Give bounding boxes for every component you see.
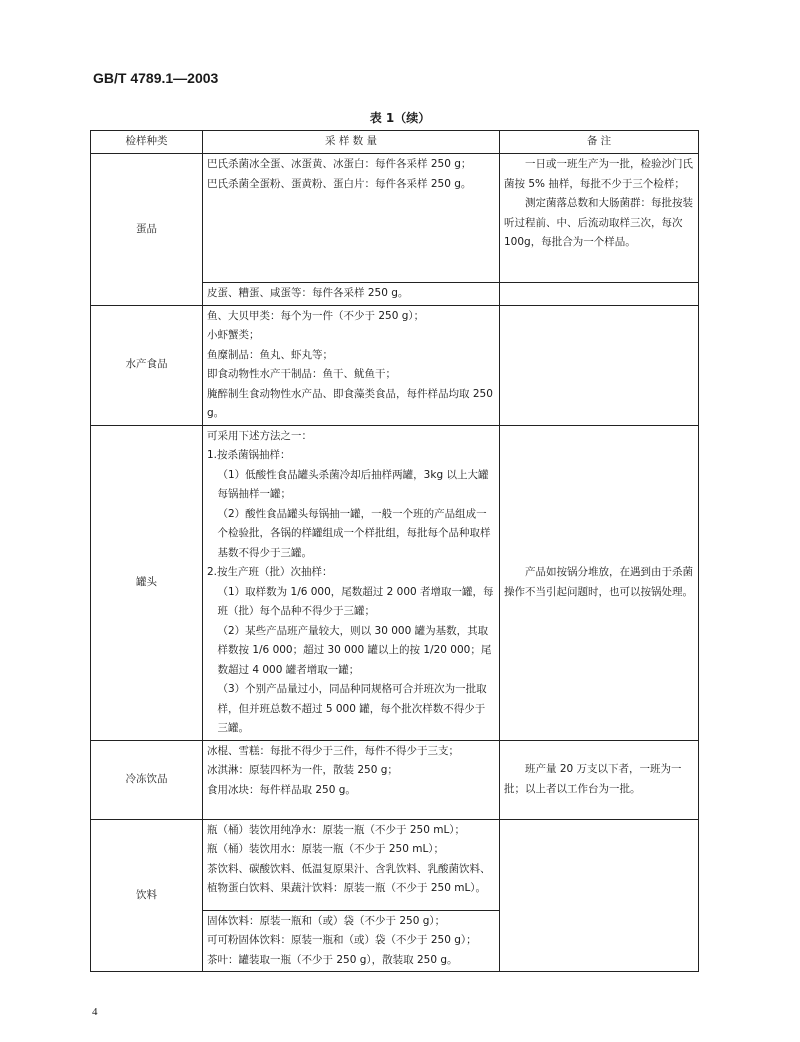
quantity-line: 茶饮料、碳酸饮料、低温复原果汁、含乳饮料、乳酸菌饮料、植物蛋白饮料、果蔬汁饮料：原装一瓶（不少于 250 mL）。 (207, 862, 491, 894)
table-row (91, 819, 699, 910)
table-row (91, 740, 699, 819)
column-header: 采 样 数 量 (203, 131, 500, 154)
table-header-row (91, 131, 699, 154)
quantity-line: 腌醉制生食动物性水产品、即食藻类食品，每件样品均取 250 g。 (207, 387, 493, 419)
category-cell: 饮料 (91, 819, 203, 972)
quantity-line: 茶叶：罐装取一瓶（不少于 250 g），散装取 250 g。 (207, 953, 458, 966)
quantity-line: 鱼糜制品：鱼丸、虾丸等； (207, 348, 333, 361)
note-cell (500, 740, 699, 819)
quantity-line: 巴氏杀菌冰全蛋、冰蛋黄、冰蛋白：每件各采样 250 g； (207, 158, 472, 170)
quantity-line: （2）某些产品班产量较大，则以 30 000 罐为基数，其取样数按 1/6 000；超过 30 000 罐以上的按 1/20 000；尾数超过 4 000 罐者增取一罐； (217, 624, 492, 676)
table-row (91, 305, 699, 425)
quantity-cell (203, 283, 500, 306)
quantity-line: 可采用下述方法之一： (207, 429, 312, 442)
quantity-line: 巴氏杀菌全蛋粉、蛋黄粉、蛋白片：每件各采样 250 g。 (207, 177, 472, 190)
note-paragraph: 测定菌落总数和大肠菌群：每批按装听过程前、中、后流动取样三次，每次 100g，每批合为一个样品。 (504, 197, 693, 248)
note-paragraph: 产品如按锅分堆放，在遇到由于杀菌操作不当引起问题时，也可以按锅处理。 (504, 566, 693, 598)
quantity-line: 2.按生产班（批）次抽样： (207, 566, 333, 578)
category-cell: 罐头 (91, 425, 203, 740)
note-cell (500, 425, 699, 740)
quantity-cell (203, 154, 500, 283)
note-cell (500, 283, 699, 306)
note-cell (500, 305, 699, 425)
quantity-line: （1）低酸性食品罐头杀菌冷却后抽样两罐，3kg 以上大罐每锅抽样一罐； (217, 468, 489, 500)
page-number: 4 (92, 1006, 98, 1018)
note-cell (500, 154, 699, 283)
quantity-line: 即食动物性水产干制品：鱼干、鱿鱼干； (207, 368, 396, 380)
quantity-line: 皮蛋、糟蛋、咸蛋等：每件各采样 250 g。 (207, 287, 409, 299)
table-row (91, 425, 699, 740)
category-cell: 冷冻饮品 (91, 740, 203, 819)
note-paragraph: 一日或一班生产为一批，检验沙门氏菌按 5% 抽样，每批不少于三个检样； (504, 158, 693, 190)
column-header: 备 注 (500, 131, 699, 154)
standard-number: GB/T 4789.1—2003 (93, 70, 219, 86)
quantity-line: 食用冰块：每件样品取 250 g。 (207, 783, 356, 796)
quantity-cell (203, 819, 500, 910)
category-cell: 蛋品 (91, 154, 203, 306)
sampling-table (90, 130, 699, 972)
quantity-cell (203, 305, 500, 425)
note-paragraph: 班产量 20 万支以下者，一班为一批；以上者以工作台为一批。 (504, 763, 682, 795)
note-cell (500, 819, 699, 972)
quantity-line: 1.按杀菌锅抽样： (207, 449, 291, 461)
quantity-line: 固体饮料：原装一瓶和（或）袋（不少于 250 g）； (207, 914, 446, 927)
table-title: 表 1（续） (369, 111, 431, 125)
quantity-cell (203, 425, 500, 740)
quantity-line: 冰棍、雪糕：每批不得少于三件，每件不得少于三支； (207, 744, 459, 757)
quantity-line: 冰淇淋：原装四杯为一件，散装 250 g； (207, 764, 398, 776)
quantity-line: 鱼、大贝甲类：每个为一件（不少于 250 g）； (207, 309, 425, 322)
quantity-cell (203, 910, 500, 972)
quantity-line: （1）取样数为 1/6 000，尾数超过 2 000 者增取一罐，每班（批）每个品种不得少于三罐； (217, 585, 494, 617)
quantity-line: （2）酸性食品罐头每锅抽一罐，一般一个班的产品组成一个检验批，各锅的样罐组成一个样批组，每批每个品种取样基数不得少于三罐。 (217, 507, 491, 559)
quantity-line: 瓶（桶）装饮用水：原装一瓶（不少于 250 mL）； (207, 843, 445, 855)
table-row (91, 154, 699, 283)
column-header: 检样种类 (91, 131, 203, 154)
quantity-line: 瓶（桶）装饮用纯净水：原装一瓶（不少于 250 mL）； (207, 823, 466, 836)
quantity-line: 可可粉固体饮料：原装一瓶和（或）袋（不少于 250 g）； (207, 934, 477, 946)
quantity-line: 小虾蟹类； (207, 329, 260, 341)
quantity-line: （3）个别产品量过小，同品种同规格可合并班次为一批取样，但并班总数不超过 5 000 罐，每个批次样数不得少于三罐。 (217, 683, 487, 734)
category-cell: 水产食品 (91, 305, 203, 425)
quantity-cell (203, 740, 500, 819)
